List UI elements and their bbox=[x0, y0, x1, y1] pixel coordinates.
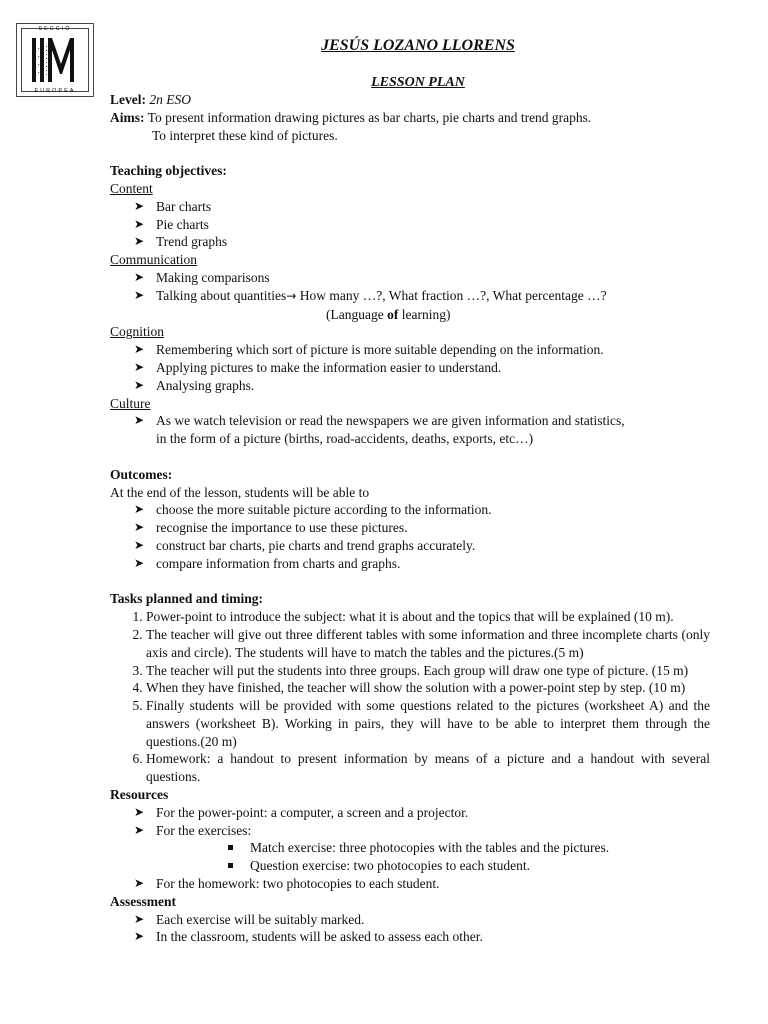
list-item: ➤ compare information from charts and graphs. bbox=[134, 555, 710, 573]
language-post: learning) bbox=[398, 306, 451, 322]
communication-heading: Communication bbox=[110, 252, 197, 268]
outcomes-intro: At the end of the lesson, students will be able to bbox=[110, 484, 370, 500]
sub-list-item: Question exercise: two photocopies to each student. bbox=[226, 857, 710, 875]
aims-line bbox=[110, 109, 710, 127]
aims-label: Aims: bbox=[110, 109, 145, 125]
lesson-plan-title: LESSON PLAN bbox=[371, 75, 465, 90]
list-item: ➤ construct bar charts, pie charts and trend graphs accurately. bbox=[134, 537, 710, 555]
language-of-learning-note bbox=[110, 306, 710, 324]
list-item: ➤ Making comparisons bbox=[134, 269, 710, 287]
list-item: ➤ Bar charts bbox=[134, 198, 710, 216]
resources-list-cont bbox=[110, 875, 710, 893]
level-label: Level: bbox=[110, 92, 146, 107]
task-item: 5. Finally students will be provided with some questions related to the pictures (worksheet A) and the answers (worksheet B). Working in pairs, they will have to be able to interpret them through the questions.(20 m) bbox=[146, 697, 710, 750]
list-item: ➤ choose the more suitable picture according to the information. bbox=[134, 501, 710, 519]
culture-line-1: ➤ As we watch television or read the newspapers we are given information and statistics, bbox=[156, 413, 625, 429]
cognition-heading: Cognition bbox=[110, 324, 165, 340]
resources-sub-list bbox=[110, 839, 710, 875]
list-item: ➤ recognise the importance to use these pictures. bbox=[134, 519, 710, 537]
language-pre: (Language bbox=[326, 306, 388, 322]
list-item-quantities bbox=[134, 287, 710, 306]
aims-text-1: To present information drawing pictures as bar charts, pie charts and trend graphs. bbox=[147, 109, 592, 125]
content-list bbox=[110, 198, 710, 251]
task-item: 1. Power-point to introduce the subject: what it is about and the topics that will be explained (10 m). bbox=[146, 608, 710, 626]
list-item: ➤ Applying pictures to make the information easier to understand. bbox=[134, 359, 710, 377]
culture-line-2: in the form of a picture (births, road-accidents, deaths, exports, etc…) bbox=[156, 431, 534, 447]
task-item: 6. Homework: a handout to present information by means of a picture and a handout with several questions. bbox=[146, 750, 710, 786]
assessment-list bbox=[110, 911, 710, 947]
quantities-lead: Talking about quantities bbox=[156, 287, 287, 303]
tasks-heading: Tasks planned and timing: bbox=[110, 591, 263, 607]
culture-list bbox=[110, 412, 710, 448]
right-arrow-icon: → bbox=[286, 288, 297, 303]
culture-heading: Culture bbox=[110, 395, 151, 411]
list-item: ➤ For the homework: two photocopies to each student. bbox=[134, 875, 710, 893]
assessment-heading: Assessment bbox=[110, 893, 176, 909]
tasks-list bbox=[110, 608, 710, 786]
level-value: 2n ESO bbox=[149, 92, 191, 107]
content-heading: Content bbox=[110, 180, 153, 196]
list-item: ➤ Pie charts bbox=[134, 216, 710, 234]
language-bold: of bbox=[387, 306, 399, 322]
logo-top-text: SECCIÓ bbox=[38, 26, 72, 32]
list-item: ➤ For the power-point: a computer, a screen and a projector. bbox=[134, 804, 710, 822]
list-item: ➤ Remembering which sort of picture is more suitable depending on the information. bbox=[134, 341, 710, 359]
teaching-objectives-heading: Teaching objectives: bbox=[110, 163, 227, 179]
logo-bottom-text: EUROPEA bbox=[34, 88, 76, 94]
sub-list-item: Match exercise: three photocopies with the tables and the pictures. bbox=[226, 839, 710, 857]
outcomes-heading: Outcomes: bbox=[110, 466, 173, 482]
task-item: 3. The teacher will put the students into three groups. Each group will draw one type of picture. (15 m) bbox=[146, 662, 710, 680]
list-item: ➤ Each exercise will be suitably marked. bbox=[134, 911, 710, 929]
quantities-questions: How many …?, What fraction …?, What percentage …? bbox=[296, 287, 607, 303]
level-line bbox=[110, 91, 710, 109]
list-item: ➤ Analysing graphs. bbox=[134, 377, 710, 395]
list-item bbox=[134, 412, 710, 448]
list-item: ➤ Trend graphs bbox=[134, 233, 710, 251]
communication-list bbox=[110, 269, 710, 306]
list-item: ➤ For the exercises: bbox=[134, 822, 710, 840]
cognition-list bbox=[110, 341, 710, 394]
author-name: JESÚS LOZANO LLORENS bbox=[321, 37, 515, 54]
task-item: 4. When they have finished, the teacher will show the solution with a power-point step by step. (10 m) bbox=[146, 679, 710, 697]
list-item: ➤ In the classroom, students will be asked to assess each other. bbox=[134, 928, 710, 946]
outcomes-list bbox=[110, 501, 710, 572]
resources-list bbox=[110, 804, 710, 840]
resources-heading: Resources bbox=[110, 787, 169, 803]
aims-text-2: To interpret these kind of pictures. bbox=[152, 127, 338, 143]
document-body bbox=[110, 91, 710, 946]
task-item: 2. The teacher will give out three different tables with some information and three incomplete charts (only axis and circle). The students will have to match the tables and the pictures.(5 m) bbox=[146, 626, 710, 662]
